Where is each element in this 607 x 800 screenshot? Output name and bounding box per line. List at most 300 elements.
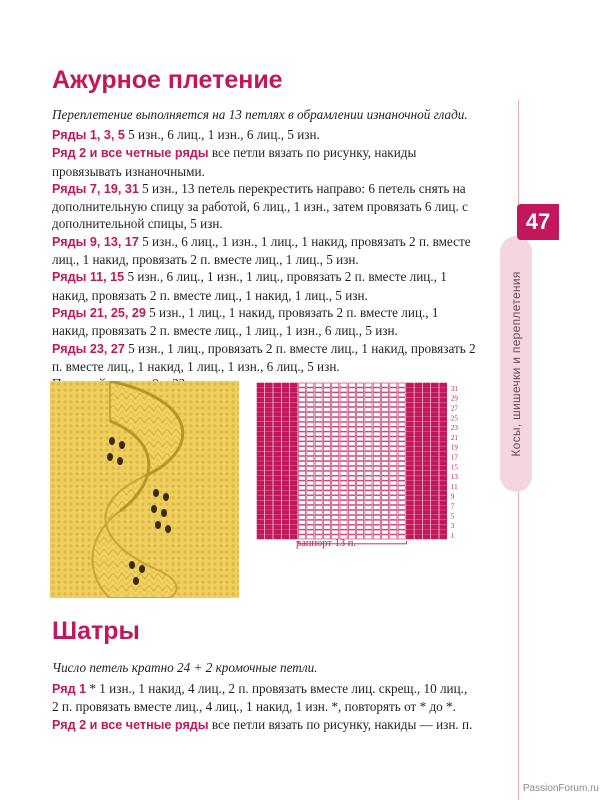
chart-cell <box>282 393 289 397</box>
chart-cell <box>332 481 339 485</box>
chart-cell <box>282 491 289 495</box>
chart-cell <box>406 501 413 505</box>
chart-cell <box>307 520 314 524</box>
chart-cell <box>323 408 330 412</box>
chart-cell <box>440 383 447 387</box>
chart-cell <box>415 491 422 495</box>
chart-cell <box>332 412 339 416</box>
chart-cell <box>323 510 330 514</box>
chart-cell <box>332 510 339 514</box>
chart-cell <box>406 461 413 465</box>
chart-cell <box>423 432 430 436</box>
chart-cell <box>274 412 281 416</box>
chart-cell <box>332 461 339 465</box>
chart-cell <box>282 466 289 470</box>
chart-cell <box>307 486 314 490</box>
chart-cell <box>307 383 314 387</box>
chart-cell <box>365 447 372 451</box>
chart-cell <box>357 398 364 402</box>
chart-cell <box>406 403 413 407</box>
chart-cell <box>348 437 355 441</box>
chart-cell <box>431 506 438 510</box>
chart-cell <box>332 496 339 500</box>
chart-cell <box>323 501 330 505</box>
chart-cell <box>323 520 330 524</box>
chart-cell <box>357 457 364 461</box>
chart-cell <box>307 417 314 421</box>
chart-cell <box>382 412 389 416</box>
chart-cell <box>265 471 272 475</box>
chart-cell <box>265 383 272 387</box>
chart-cell <box>257 491 264 495</box>
chart-cell <box>415 506 422 510</box>
chart-cell <box>348 408 355 412</box>
chart-cell <box>398 393 405 397</box>
chart-cell <box>348 501 355 505</box>
chart-cell <box>257 447 264 451</box>
chart-cell <box>290 486 297 490</box>
chart-cell <box>415 535 422 539</box>
chart-cell <box>340 491 347 495</box>
instruction-row <box>52 126 477 144</box>
chart-cell <box>348 525 355 529</box>
chart-cell <box>406 457 413 461</box>
chart-cell <box>315 398 322 402</box>
instruction-row <box>52 716 477 734</box>
chart-cell <box>307 412 314 416</box>
chapter-label: Косы, шишечки и переплетения <box>509 271 523 457</box>
chart-cell <box>265 393 272 397</box>
chart-cell <box>282 471 289 475</box>
chart-cell <box>257 535 264 539</box>
instruction-row <box>52 680 477 716</box>
chart-cell <box>299 491 306 495</box>
chart-row-number: 17 <box>450 453 458 462</box>
chart-cell <box>423 520 430 524</box>
chart-cell <box>307 447 314 451</box>
section-intro: Число петель кратно 24 + 2 кромочные петли. <box>52 660 318 675</box>
chart-cell <box>274 398 281 402</box>
chart-cell <box>299 506 306 510</box>
chart-cell <box>299 501 306 505</box>
chart-cell <box>282 525 289 529</box>
chart-cell <box>265 437 272 441</box>
chart-cell <box>307 515 314 519</box>
chart-cell <box>406 432 413 436</box>
chart-cell <box>299 442 306 446</box>
chart-cell <box>257 457 264 461</box>
chart-cell <box>332 398 339 402</box>
chart-cell <box>390 476 397 480</box>
chart-cell <box>315 486 322 490</box>
chart-cell <box>307 510 314 514</box>
chart-cell <box>382 486 389 490</box>
chart-cell <box>323 432 330 436</box>
chart-cell <box>323 481 330 485</box>
chart-cell <box>265 388 272 392</box>
chart-cell <box>373 506 380 510</box>
chart-cell <box>431 486 438 490</box>
chart-cell <box>290 393 297 397</box>
chart-cell <box>415 461 422 465</box>
chart-cell <box>431 525 438 529</box>
chart-cell <box>282 476 289 480</box>
instruction-row <box>52 233 477 269</box>
chart-cell <box>406 510 413 514</box>
chart-cell <box>423 393 430 397</box>
chart-cell <box>282 412 289 416</box>
chart-cell <box>282 501 289 505</box>
chart-cell <box>307 398 314 402</box>
chart-cell <box>332 447 339 451</box>
chart-cell <box>357 501 364 505</box>
chart-cell <box>340 388 347 392</box>
chart-cell <box>282 510 289 514</box>
chart-row-number: 7 <box>450 502 455 511</box>
chart-cell <box>323 383 330 387</box>
chart-cell <box>340 408 347 412</box>
chart-cell <box>299 466 306 470</box>
chart-cell <box>307 476 314 480</box>
chart-cell <box>423 481 430 485</box>
chart-cell <box>290 437 297 441</box>
chart-cell <box>307 491 314 495</box>
chart-cell <box>348 491 355 495</box>
instruction-row <box>52 304 477 340</box>
chart-cell <box>299 388 306 392</box>
chart-cell <box>373 398 380 402</box>
chart-cell <box>423 466 430 470</box>
chart-cell <box>315 452 322 456</box>
chart-cell <box>440 398 447 402</box>
chart-cell <box>423 398 430 402</box>
chart-row-number: 23 <box>450 424 458 433</box>
chart-cell <box>365 403 372 407</box>
chart-cell <box>357 422 364 426</box>
chart-cell <box>340 506 347 510</box>
chart-cell <box>373 408 380 412</box>
chart-cell <box>348 388 355 392</box>
row-text: 5 изн., 13 петель перекрестить направо: 6 петель снять на дополнительную спицу за работой, 6 лиц., 1 изн., затем провязать 6 лиц. с дополнительной спицы, 5 изн. <box>52 180 468 232</box>
chart-cell <box>382 461 389 465</box>
chart-cell <box>423 383 430 387</box>
chart-row-number: 9 <box>450 492 455 501</box>
chart-cell <box>398 496 405 500</box>
chart-cell <box>265 466 272 470</box>
chart-cell <box>415 525 422 529</box>
chart-cell <box>398 388 405 392</box>
chart-cell <box>390 452 397 456</box>
chart-cell <box>415 496 422 500</box>
chart-cell <box>382 437 389 441</box>
chart-cell <box>390 486 397 490</box>
chart-cell <box>357 496 364 500</box>
chart-cell <box>274 452 281 456</box>
chart-cell <box>315 393 322 397</box>
chart-cell <box>365 515 372 519</box>
knitted-sample-photo <box>50 381 239 598</box>
chart-cell <box>398 427 405 431</box>
chart-cell <box>315 515 322 519</box>
chart-cell <box>274 427 281 431</box>
chart-cell <box>365 408 372 412</box>
chart-cell <box>307 471 314 475</box>
chart-cell <box>365 481 372 485</box>
chart-cell <box>265 535 272 539</box>
chart-cell <box>398 501 405 505</box>
chart-cell <box>332 476 339 480</box>
chart-cell <box>357 486 364 490</box>
chart-cell <box>348 476 355 480</box>
chart-cell <box>382 501 389 505</box>
chart-cell <box>340 398 347 402</box>
chart-cell <box>357 520 364 524</box>
chart-cell <box>257 393 264 397</box>
chart-cell <box>423 515 430 519</box>
chart-cell <box>348 461 355 465</box>
chart-cell <box>315 461 322 465</box>
chart-cell <box>274 461 281 465</box>
chart-cell <box>323 486 330 490</box>
chart-cell <box>440 393 447 397</box>
row-label: Ряд 2 и все четные ряды <box>52 717 209 732</box>
chart-cell <box>431 398 438 402</box>
chart-cell <box>290 398 297 402</box>
chart-cell <box>265 412 272 416</box>
chart-cell <box>332 525 339 529</box>
row-label: Ряд 2 и все четные ряды <box>52 146 209 161</box>
chart-cell <box>390 393 397 397</box>
chart-cell <box>382 471 389 475</box>
chart-cell <box>357 481 364 485</box>
chart-cell <box>299 412 306 416</box>
chart-cell <box>382 535 389 539</box>
chart-row-number: 19 <box>450 443 458 452</box>
chart-cell <box>406 398 413 402</box>
chart-cell <box>440 491 447 495</box>
chart-cell <box>357 471 364 475</box>
chart-cell <box>315 388 322 392</box>
chart-cell <box>315 417 322 421</box>
chart-cell <box>323 422 330 426</box>
chart-cell <box>382 457 389 461</box>
row-label: Ряды 21, 25, 29 <box>52 305 146 320</box>
chart-cell <box>423 452 430 456</box>
chart-cell <box>431 412 438 416</box>
chart-cell <box>440 417 447 421</box>
chart-cell <box>340 432 347 436</box>
chart-cell <box>257 530 264 534</box>
chart-cell <box>398 398 405 402</box>
chart-cell <box>315 530 322 534</box>
chart-cell <box>440 388 447 392</box>
chart-cell <box>274 408 281 412</box>
chart-cell <box>257 461 264 465</box>
chart-cell <box>299 481 306 485</box>
chart-cell <box>440 510 447 514</box>
chart-cell <box>323 427 330 431</box>
chart-cell <box>406 452 413 456</box>
chart-cell <box>274 535 281 539</box>
row-text: 5 изн., 1 лиц., 1 накид, провязать 2 п. вместе лиц., 1 накид, провязать 2 п. вместе лиц., 1 лиц., 1 изн., 6 лиц., 5 изн. <box>52 304 439 339</box>
chart-cell <box>274 501 281 505</box>
chart-cell <box>406 491 413 495</box>
chart-cell <box>390 466 397 470</box>
chart-cell <box>265 501 272 505</box>
chart-cell <box>340 496 347 500</box>
chart-cell <box>348 403 355 407</box>
chart-cell <box>323 442 330 446</box>
chart-cell <box>406 393 413 397</box>
chart-cell <box>274 506 281 510</box>
chart-cell <box>332 393 339 397</box>
chart-cell <box>357 403 364 407</box>
chart-cell <box>406 506 413 510</box>
chart-cell <box>440 432 447 436</box>
chart-cell <box>348 496 355 500</box>
chart-cell <box>415 442 422 446</box>
chart-cell <box>398 525 405 529</box>
chart-row-number: 15 <box>450 463 458 472</box>
row-text: 5 изн., 6 лиц., 1 изн., 6 лиц., 5 изн. <box>124 127 320 142</box>
chart-cell <box>406 408 413 412</box>
chart-cell <box>415 481 422 485</box>
chart-cell <box>415 393 422 397</box>
chart-row-number: 29 <box>450 394 458 403</box>
chart-cell <box>315 520 322 524</box>
chart-cell <box>440 476 447 480</box>
chart-cell <box>415 486 422 490</box>
chart-cell <box>315 501 322 505</box>
chart-cell <box>440 535 447 539</box>
chart-cell <box>265 398 272 402</box>
chart-cell <box>257 403 264 407</box>
chart-cell <box>323 515 330 519</box>
chart-cell <box>290 496 297 500</box>
chart-cell <box>390 520 397 524</box>
instruction-row <box>52 268 477 304</box>
chart-cell <box>365 437 372 441</box>
chart-cell <box>423 403 430 407</box>
chart-cell <box>382 422 389 426</box>
chart-cell <box>373 452 380 456</box>
chart-cell <box>332 442 339 446</box>
chart-cell <box>282 417 289 421</box>
chart-cell <box>440 412 447 416</box>
chart-cell <box>423 486 430 490</box>
chart-cell <box>390 403 397 407</box>
chart-cell <box>265 491 272 495</box>
chart-cell <box>340 476 347 480</box>
chart-cell <box>323 525 330 529</box>
chart-cell <box>390 442 397 446</box>
chart-cell <box>365 412 372 416</box>
chart-cell <box>332 520 339 524</box>
chart-cell <box>274 383 281 387</box>
chart-cell <box>265 481 272 485</box>
chart-row-number: 11 <box>450 482 458 491</box>
chart-cell <box>406 530 413 534</box>
chart-cell <box>365 452 372 456</box>
chart-cell <box>299 452 306 456</box>
chart-cell <box>431 452 438 456</box>
chart-cell <box>348 452 355 456</box>
chart-cell <box>382 530 389 534</box>
row-text: 5 изн., 1 лиц., провязать 2 п. вместе лиц., 1 накид, провязать 2 п. вместе лиц., 1 накид, 1 лиц., 1 изн., 6 лиц., 5 изн. <box>52 340 476 374</box>
chart-cell <box>290 515 297 519</box>
chart-cell <box>299 398 306 402</box>
page-number: 47 <box>517 204 559 240</box>
chart-cell <box>323 388 330 392</box>
chart-row-number: 5 <box>450 512 455 521</box>
chart-cell <box>332 457 339 461</box>
chart-cell <box>415 501 422 505</box>
chart-cell <box>332 388 339 392</box>
chart-cell <box>257 466 264 470</box>
chart-cell <box>315 422 322 426</box>
chart-cell <box>431 471 438 475</box>
chart-cell <box>340 530 347 534</box>
chart-cell <box>299 496 306 500</box>
chart-cell <box>340 501 347 505</box>
chart-cell <box>315 471 322 475</box>
chart-cell <box>382 510 389 514</box>
chart-cell <box>340 422 347 426</box>
chart-cell <box>257 520 264 524</box>
chart-cell <box>398 515 405 519</box>
chart-cell <box>390 432 397 436</box>
chart-cell <box>390 422 397 426</box>
chart-cell <box>390 457 397 461</box>
chart-cell <box>423 496 430 500</box>
chart-cell <box>340 471 347 475</box>
chart-cell <box>398 506 405 510</box>
chart-cell <box>406 520 413 524</box>
chart-cell <box>323 461 330 465</box>
chart-cell <box>398 452 405 456</box>
chart-cell <box>265 506 272 510</box>
chart-cell <box>290 525 297 529</box>
chart-cell <box>440 466 447 470</box>
chart-cell <box>373 403 380 407</box>
chart-cell <box>365 388 372 392</box>
chart-cell <box>365 417 372 421</box>
chart-cell <box>357 447 364 451</box>
chart-cell <box>415 388 422 392</box>
chart-cell <box>307 452 314 456</box>
chart-cell <box>423 530 430 534</box>
chart-cell <box>257 412 264 416</box>
instructions-section2 <box>52 680 477 734</box>
chart-cell <box>315 476 322 480</box>
chart-cell <box>406 412 413 416</box>
chart-cell <box>282 437 289 441</box>
chart-row-number: 13 <box>450 473 458 482</box>
chart-row-number: 25 <box>450 414 458 423</box>
chart-cell <box>315 506 322 510</box>
chart-cell <box>290 457 297 461</box>
chart-cell <box>431 442 438 446</box>
chart-cell <box>373 491 380 495</box>
chart-cell <box>365 535 372 539</box>
chart-cell <box>431 417 438 421</box>
chart-cell <box>365 520 372 524</box>
chart-cell <box>257 388 264 392</box>
chart-cell <box>265 432 272 436</box>
chart-cell <box>382 481 389 485</box>
chart-cell <box>390 461 397 465</box>
chart-cell <box>332 417 339 421</box>
